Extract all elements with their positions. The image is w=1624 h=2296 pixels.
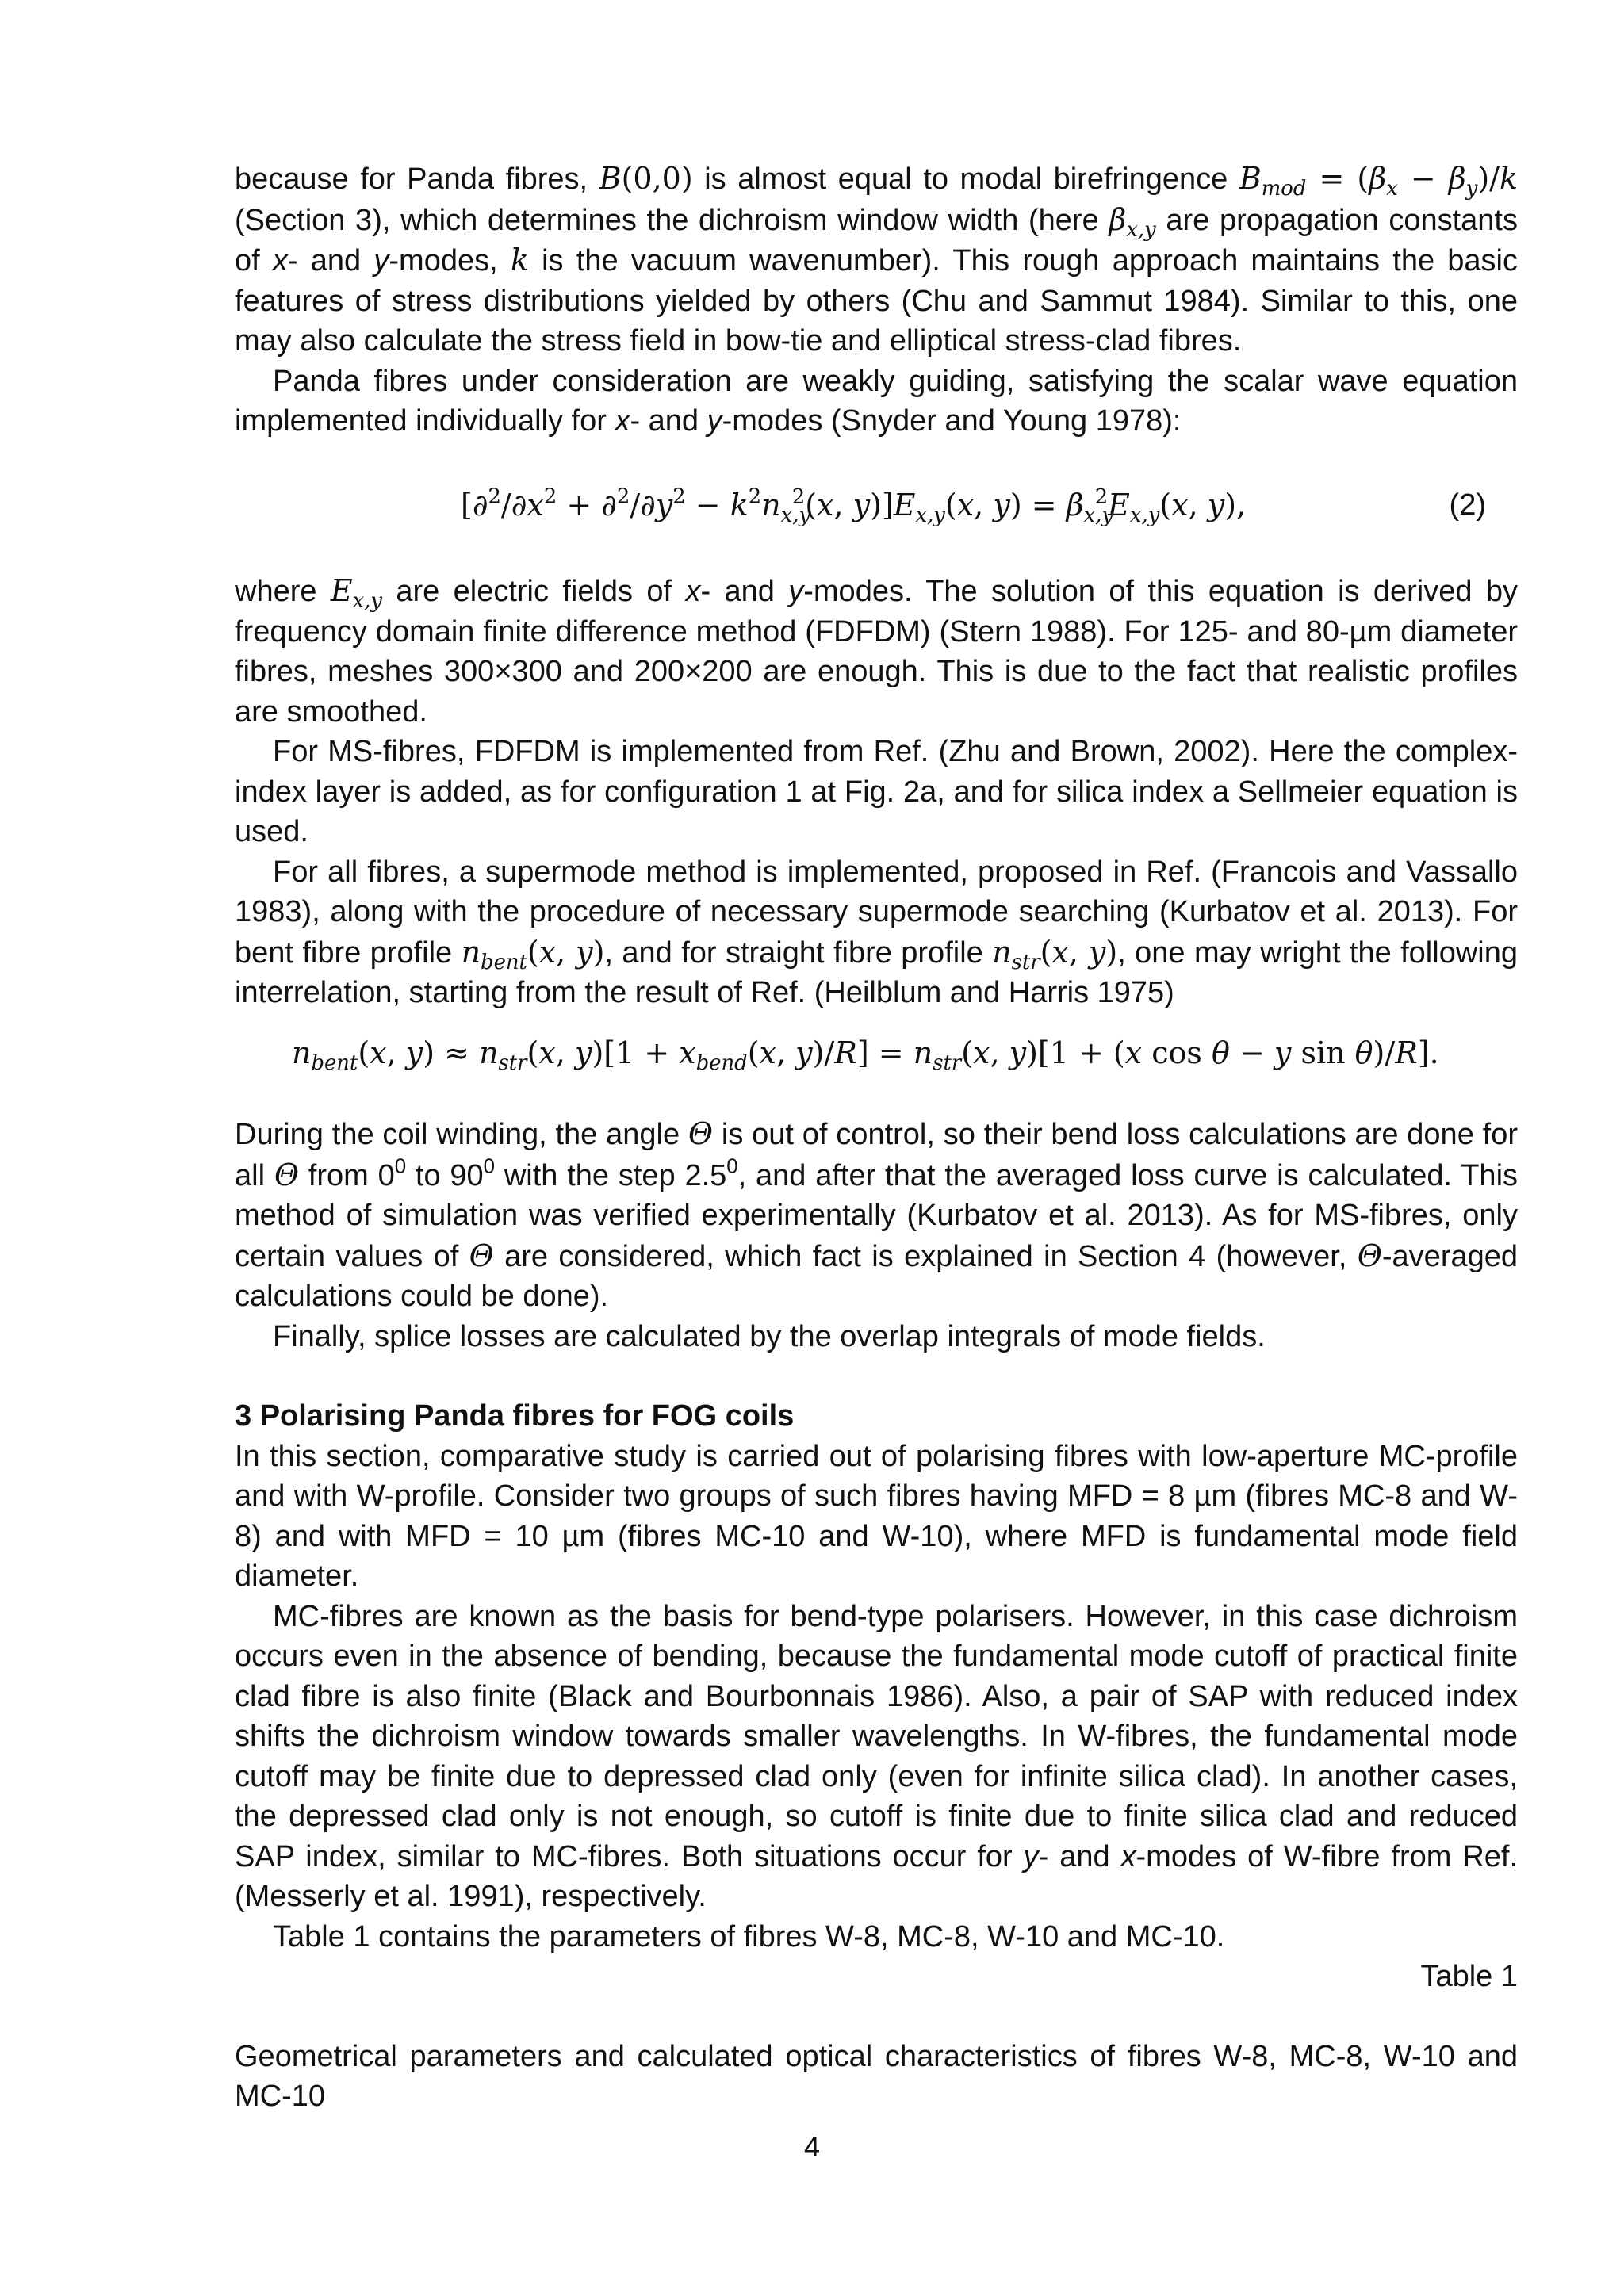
text-block-bottom <box>235 1114 1518 2117</box>
math-theta: Θ <box>469 1238 494 1273</box>
equation-2-number: (2) <box>1449 488 1486 522</box>
math-theta: Θ <box>274 1157 299 1192</box>
math-exy: $E_{x,y}$ <box>330 573 382 613</box>
paragraph-mc-fibres: MC-fibres are known as the basis for bend-type polarisers. However, in this case dichroism occurs even in the absence of bending, because the fundamental mode cutoff of practical finite clad fibre is also finite (Black and Bourbonnais 1986). Also, a pair of SAP with reduced index shifts the dichroism window towards smaller wavelengths. In W-fibres, the fundamental mode cutoff may be finite due to depressed clad only (even for infinite silica clad). In another cases, the depressed clad only is not enough, so cutoff is finite due to finite silica clad and reduced SAP index, similar to MC-fibres. Both situations occur for y- and x-modes of W-fibre from Ref. (Messerly et al. 1991), respectively. <box>235 1599 1519 1913</box>
table-label: Table 1 <box>1420 1960 1518 1993</box>
math-bmod: $B_{mod}$ <box>1239 161 1307 201</box>
text-block-middle <box>235 571 1518 1013</box>
math-beta-xy: $\beta_{x,y}$ <box>1109 201 1156 242</box>
equation-2-body: [$\partial^2/\partial x^2 + \partial^2/\partial y^2 - k^2n_{x,y}^2(x$, $y)]E_{x,y}(x$, $y) = \beta_{x,y}^2E_{x,y}(x$, y), <box>461 484 1247 527</box>
paragraph-ms-fibres: For MS-fibres, FDFDM is implemented from Ref. (Zhu and Brown, 2002). Here the complex-index layer is added, as for configuration 1 at Fig. 2a, and for silica index a Sellmeier equation is used. <box>235 735 1518 848</box>
paragraph-splice-losses: Finally, splice losses are calculated by the overlap integrals of mode fields. <box>273 1319 1266 1353</box>
text-block-top <box>235 159 1518 442</box>
paragraph-birefringence: because for Panda fibres, B(0,0) is almost equal to modal birefringence $B_{mod} = (\beta_x - \beta_y)/k$ (Section 3), which determines the dichroism window width (here $\beta_{x,y}$ are propagation constants of x- and y-modes, k is the vacuum wavenumber). This rough approach maintains the basic features of stress distributions yielded by others (Chu and Sammut 1984). Similar to this, one may also calculate the stress field in bow-tie and elliptical stress-clad fibres. <box>235 161 1519 358</box>
math-nbent: $n_{bent}$ <box>461 934 527 974</box>
paragraph-table-intro: Table 1 contains the parameters of fibres W-8, MC-8, W-10 and MC-10. <box>273 1919 1225 1954</box>
equation-bend <box>235 1033 1518 1081</box>
math-theta: Θ <box>1357 1238 1382 1273</box>
page-number: 4 <box>803 2130 821 2163</box>
math-k: k <box>510 243 529 277</box>
equation-2 <box>235 485 1518 533</box>
math-theta: Θ <box>688 1116 714 1151</box>
math-b00: B <box>599 161 622 196</box>
paragraph-electric-fields: where $E_{x,y}$ are electric fields of x- and y-modes. The solution of this equation is derived by frequency domain finite difference method (FDFDM) (Stern 1988). For 125- and 80-µm diameter fibres, meshes 300×300 and 200×200 are enough. This is due to the fact that realistic profiles are smoothed. <box>235 573 1518 729</box>
paragraph-comparative-study: In this section, comparative study is carried out of polarising fibres with low-aperture MC-profile and with W-profile. Consider two groups of such fibres having MFD = 8 µm (fibres MC-8 and W-8) and with MFD = 10 µm (fibres MC-10 and W-10), where MFD is fundamental mode field diameter. <box>235 1439 1518 1593</box>
paragraph-supermode: For all fibres, a supermode method is implemented, proposed in Ref. (Francois and Vassallo 1983), along with the procedure of necessary supermode searching (Kurbatov et al. 2013). For bent fibre profile $n_{bent}(x$, y), and for straight fibre profile $n_{str}(x$, y), one may wright the following interrelation, starting from the result of Ref. (Heilblum and Harris 1975) <box>235 855 1518 1009</box>
equation-bend-body: $n_{bent}(x$, $y) \approx n_{str}(x$, $y)[1 + x_{bend}(x$, $y)/R] = n_{str}(x$, y)[1 + (x cos θ − y sin θ)/R]. <box>292 1035 1439 1075</box>
section-heading: 3 Polarising Panda fibres for FOG coils <box>235 1399 795 1433</box>
math-nstr: $n_{str}$ <box>992 934 1040 974</box>
table-caption: Geometrical parameters and calculated optical characteristics of fibres W-8, MC-8, W-10 and MC-10 <box>235 2039 1518 2113</box>
paragraph-coil-winding: During the coil winding, the angle Θ is out of control, so their bend loss calculations are done for all Θ from $0^0$ to $90^0$ with the step $2.5^0$, and after that the averaged loss curve is calculated. This method of simulation was verified experimentally (Kurbatov et al. 2013). As for MS-fibres, only certain values of Θ are considered, which fact is explained in Section 4 (however, Θ-averaged calculations could be done). <box>235 1116 1519 1313</box>
paragraph-weakly-guiding: Panda fibres under consideration are weakly guiding, satisfying the scalar wave equation implemented individually for x- and y-modes (Snyder and Young 1978): <box>235 364 1518 438</box>
spacer <box>235 1997 1518 2037</box>
